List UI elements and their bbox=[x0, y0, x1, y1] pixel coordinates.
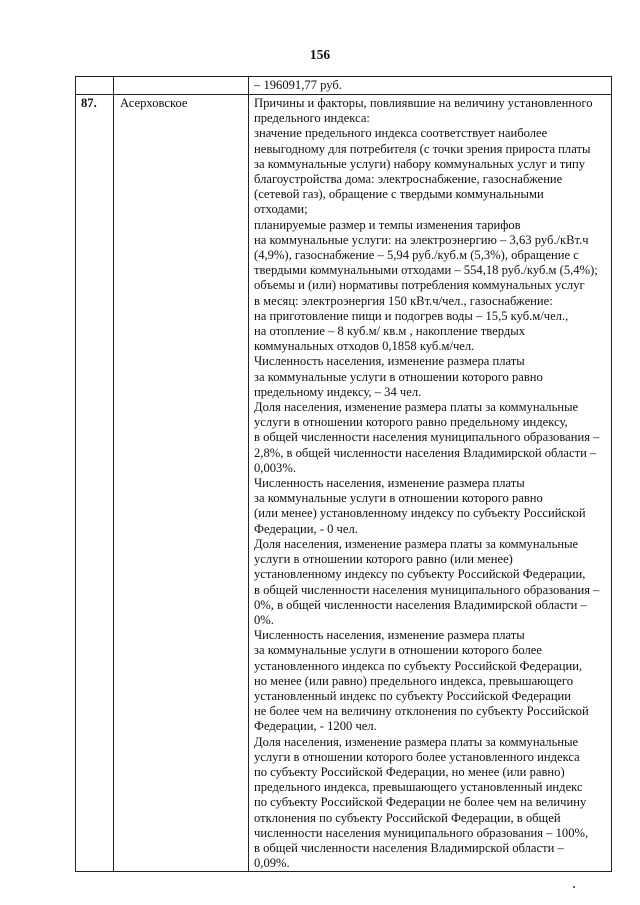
continuation-num-cell bbox=[76, 77, 114, 95]
description-line: за коммунальные услуги) набору коммунальных услуг и типу bbox=[254, 156, 586, 171]
description-line: благоустройства дома: электроснабжение, газоснабжение bbox=[254, 172, 563, 187]
description-line: в общей численности населения муниципального образования – bbox=[254, 582, 600, 597]
description-line: твердыми коммунальными отходами – 554,18 руб./куб.м (5,4%); bbox=[254, 263, 598, 278]
description-line: на коммунальные услуги: на электроэнергию – 3,63 руб./кВт.ч bbox=[254, 232, 589, 247]
description-line: за коммунальные услуги в отношении которого равно bbox=[254, 369, 543, 384]
description-line: Федерации, - 1200 чел. bbox=[254, 719, 377, 734]
description-line: Доля населения, изменение размера платы за коммунальные bbox=[254, 734, 579, 749]
municipality-index-table bbox=[75, 76, 612, 872]
description-line: 2,8%, в общей численности населения Владимирской области – bbox=[254, 445, 597, 460]
description-line: Доля населения, изменение размера платы за коммунальные bbox=[254, 536, 579, 551]
description-line: 0%. bbox=[254, 612, 274, 627]
description-line: по субъекту Российской Федерации, но менее (или равно) bbox=[254, 764, 565, 779]
description-line: 0,003%. bbox=[254, 460, 296, 475]
description-line: значение предельного индекса соответствует наиболее bbox=[254, 126, 548, 141]
description-line: установленному индексу по субъекту Российской Федерации, bbox=[254, 567, 586, 582]
description-line: предельного индекса, превышающего установленный индекс bbox=[254, 780, 583, 795]
description-line: не более чем на величину отклонения по субъекту Российской bbox=[254, 704, 589, 719]
description-line: в общей численности населения Владимирской области – bbox=[254, 840, 564, 855]
description-line: за коммунальные услуги в отношении которого более bbox=[254, 643, 542, 658]
description-line: 0%, в общей численности населения Владимирской области – bbox=[254, 597, 587, 612]
description-line: отклонения по субъекту Российской Федерации, в общей bbox=[254, 810, 561, 825]
municipality-name: Асерховское bbox=[114, 95, 249, 872]
description-line: установленного индекса по субъекту Российской Федерации, bbox=[254, 658, 583, 673]
description-line: Численность населения, изменение размера платы bbox=[254, 476, 525, 491]
description-line: коммунальных отходов 0,1858 куб.м/чел. bbox=[254, 339, 475, 354]
description-line: Федерации, - 0 чел. bbox=[254, 521, 358, 536]
description-line: (4,9%), газоснабжение – 5,94 руб./куб.м (5,3%), обращение с bbox=[254, 248, 579, 263]
description-line: Причины и факторы, повлиявшие на величину установленного bbox=[254, 96, 593, 110]
continuation-name-cell bbox=[114, 77, 249, 95]
description-line: (сетевой газ), обращение с твердыми коммунальными bbox=[254, 187, 544, 202]
description-line: отходами; bbox=[254, 202, 308, 217]
description-line: по субъекту Российской Федерации не более чем на величину bbox=[254, 795, 587, 810]
description-line: в общей численности населения муниципального образования – bbox=[254, 430, 600, 445]
table-row bbox=[76, 95, 612, 872]
row-description bbox=[249, 95, 612, 872]
row-number: 87. bbox=[76, 95, 114, 872]
description-line: в месяц: электроэнергия 150 кВт.ч/чел., газоснабжение: bbox=[254, 293, 553, 308]
description-line: 0,09%. bbox=[254, 856, 290, 871]
description-line: планируемые размер и темпы изменения тарифов bbox=[254, 217, 521, 232]
description-line: но менее (или равно) предельного индекса, превышающего bbox=[254, 673, 574, 688]
description-line: (или менее) установленному индексу по субъекту Российской bbox=[254, 506, 586, 521]
page-number: 156 bbox=[309, 47, 331, 62]
description-line: предельного индекса: bbox=[254, 111, 370, 126]
continuation-text: – 196091,77 руб. bbox=[254, 78, 342, 92]
description-line: Численность населения, изменение размера платы bbox=[254, 628, 525, 643]
description-line: невыгодному для потребителя (с точки зрения прироста платы bbox=[254, 141, 591, 156]
stray-mark bbox=[573, 886, 575, 888]
description-line: Доля населения, изменение размера платы за коммунальные bbox=[254, 400, 579, 415]
description-line: установленный индекс по субъекту Российской Федерации bbox=[254, 688, 572, 703]
continuation-row bbox=[76, 77, 612, 95]
description-line: предельному индексу, – 34 чел. bbox=[254, 384, 422, 399]
description-line: численности населения муниципального образования – 100%, bbox=[254, 825, 589, 840]
description-line: услуги в отношении которого более установленного индекса bbox=[254, 749, 580, 764]
description-line: услуги в отношении которого равно предельному индексу, bbox=[254, 415, 568, 430]
continuation-text-cell bbox=[249, 77, 612, 95]
description-line: на отопление – 8 куб.м/ кв.м , накопление твердых bbox=[254, 324, 526, 339]
description-line: услуги в отношении которого равно (или менее) bbox=[254, 552, 513, 567]
description-line: Численность населения, изменение размера платы bbox=[254, 354, 525, 369]
description-line: на приготовление пищи и подогрев воды – 15,5 куб.м/чел., bbox=[254, 308, 569, 323]
description-line: за коммунальные услуги в отношении которого равно bbox=[254, 491, 543, 506]
description-line: объемы и (или) нормативы потребления коммунальных услуг bbox=[254, 278, 585, 293]
